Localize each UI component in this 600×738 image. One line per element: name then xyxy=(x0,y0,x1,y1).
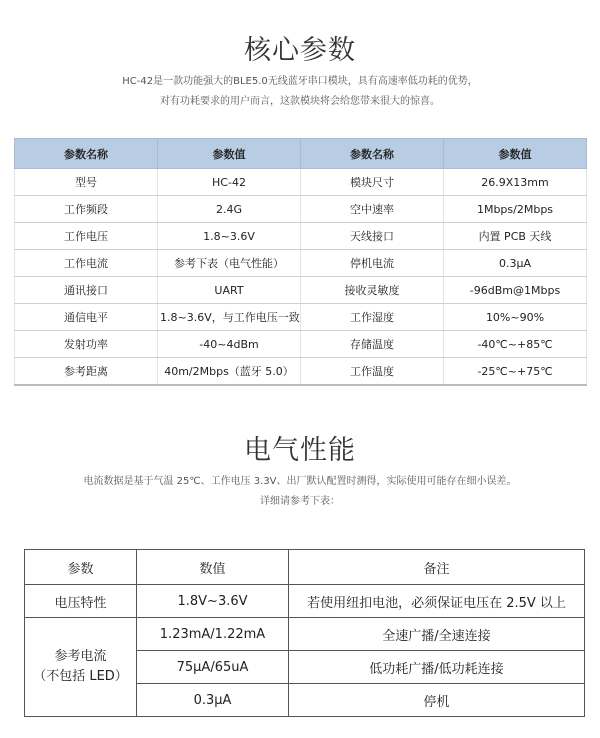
core-params-title: 核心参数 xyxy=(244,35,356,66)
table-cell: -96dBm@1Mbps xyxy=(444,277,587,304)
table-cell: 型号 xyxy=(15,169,158,196)
electrical-intro xyxy=(0,472,600,512)
table-cell: 工作电压 xyxy=(15,223,158,250)
voltage-label: 电压特性 xyxy=(25,585,137,618)
table-header-row xyxy=(15,139,587,169)
voltage-value: 1.8V~3.6V xyxy=(137,585,289,618)
table-cell: 存储温度 xyxy=(301,331,444,358)
electrical-table xyxy=(24,549,585,717)
column-header: 参数名称 xyxy=(301,139,444,169)
table-cell: 26.9X13mm xyxy=(444,169,587,196)
table-row xyxy=(15,169,587,196)
intro-line: 详细请参考下表： xyxy=(260,496,340,507)
current-value: 1.23mA/1.22mA xyxy=(137,618,289,651)
table-cell: 10%~90% xyxy=(444,304,587,331)
current-label xyxy=(25,618,137,717)
table-cell: 1.8~3.6V，与工作电压一致 xyxy=(158,304,301,331)
voltage-note: 若使用纽扣电池，必须保证电压在 2.5V 以上 xyxy=(289,585,585,618)
table-header-row xyxy=(25,550,585,585)
electrical-title: 电气性能 xyxy=(244,435,356,466)
table-cell: 2.4G xyxy=(158,196,301,223)
current-note: 低功耗广播/低功耗连接 xyxy=(289,651,585,684)
table-cell: -40℃~+85℃ xyxy=(444,331,587,358)
table-cell: -40~4dBm xyxy=(158,331,301,358)
column-header: 参数值 xyxy=(158,139,301,169)
table-cell: 内置 PCB 天线 xyxy=(444,223,587,250)
table-cell: 停机电流 xyxy=(301,250,444,277)
current-note: 停机 xyxy=(289,684,585,717)
table-cell: HC-42 xyxy=(158,169,301,196)
table-cell: 通信电平 xyxy=(15,304,158,331)
table-cell: 40m/2Mbps（蓝牙 5.0） xyxy=(158,358,301,386)
intro-line: 对有功耗要求的用户而言，这款模块将会给您带来很大的惊喜。 xyxy=(160,96,440,107)
current-label-line: （不包括 LED） xyxy=(33,669,128,684)
column-header: 参数值 xyxy=(444,139,587,169)
intro-line: 电流数据是基于气温 25℃、工作电压 3.3V、出厂默认配置时测得，实际使用可能存在细小误差。 xyxy=(83,476,517,487)
table-row xyxy=(15,304,587,331)
table-cell: 0.3μA xyxy=(444,250,587,277)
table-cell: 工作电流 xyxy=(15,250,158,277)
table-cell: 空中速率 xyxy=(301,196,444,223)
current-value: 75μA/65uA xyxy=(137,651,289,684)
table-cell: 参考下表（电气性能） xyxy=(158,250,301,277)
table-cell: 天线接口 xyxy=(301,223,444,250)
table-cell: UART xyxy=(158,277,301,304)
intro-line: HC-42是一款功能强大的BLE5.0无线蓝牙串口模块，具有高速率低功耗的优势， xyxy=(122,76,478,87)
table-row xyxy=(15,196,587,223)
table-cell: 工作频段 xyxy=(15,196,158,223)
table-row xyxy=(25,585,585,618)
core-params-table xyxy=(14,138,587,386)
table-cell: 1.8~3.6V xyxy=(158,223,301,250)
table-cell: 发射功率 xyxy=(15,331,158,358)
column-header: 数值 xyxy=(137,550,289,585)
table-cell: 参考距离 xyxy=(15,358,158,386)
column-header: 参数 xyxy=(25,550,137,585)
table-cell: -25℃~+75℃ xyxy=(444,358,587,386)
column-header: 备注 xyxy=(289,550,585,585)
table-row xyxy=(15,331,587,358)
table-cell: 1Mbps/2Mbps xyxy=(444,196,587,223)
table-row xyxy=(15,358,587,386)
table-cell: 接收灵敏度 xyxy=(301,277,444,304)
current-note: 全速广播/全速连接 xyxy=(289,618,585,651)
table-row xyxy=(15,250,587,277)
table-cell: 模块尺寸 xyxy=(301,169,444,196)
table-row xyxy=(15,277,587,304)
table-row xyxy=(15,223,587,250)
table-cell: 工作温度 xyxy=(301,358,444,386)
column-header: 参数名称 xyxy=(15,139,158,169)
core-params-intro xyxy=(0,72,600,112)
table-row xyxy=(25,618,585,651)
table-cell: 通讯接口 xyxy=(15,277,158,304)
table-cell: 工作湿度 xyxy=(301,304,444,331)
current-label-line: 参考电流 xyxy=(54,649,107,664)
current-value: 0.3μA xyxy=(137,684,289,717)
